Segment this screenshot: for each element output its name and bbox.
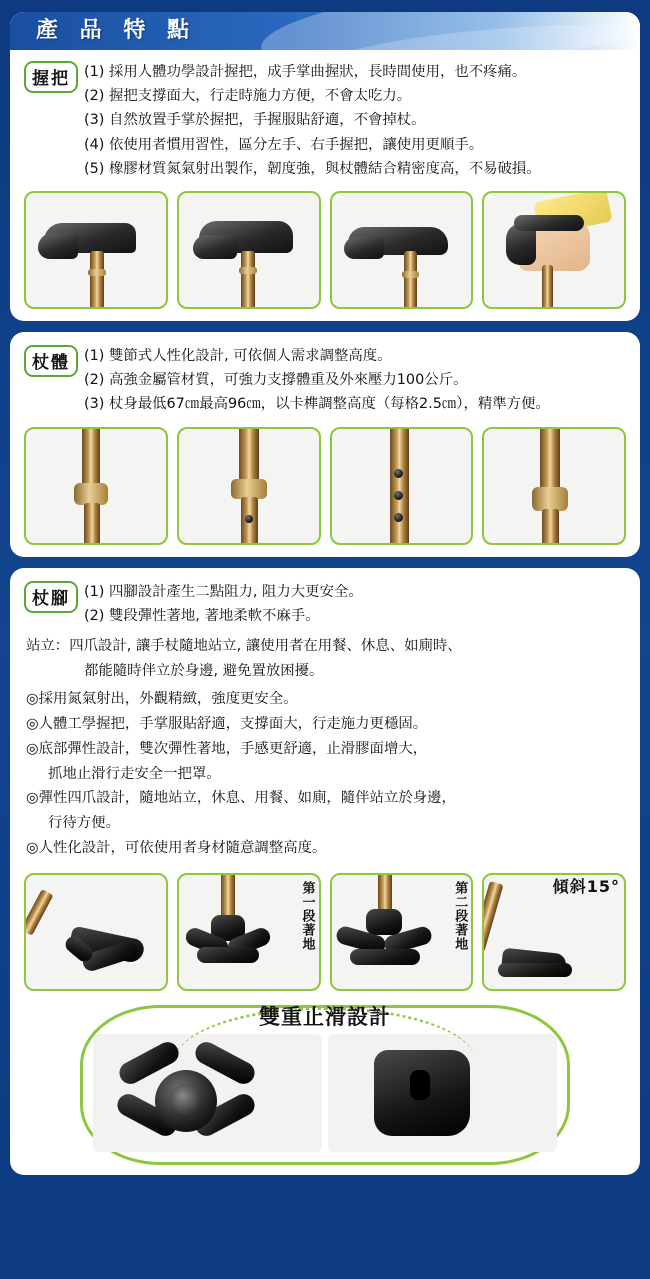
- grip-line-4: (4) 依使用者慣用習性，區分左手、右手握把，讓使用更順手。: [84, 136, 484, 153]
- stand-text-2: 都能隨時伴立於身邊, 避免置放困擾。: [84, 662, 324, 679]
- foot-heading-row: [10, 568, 640, 628]
- grip-line-2: (2) 握把支撐面大，行走時施力方便，不會太吃力。: [84, 88, 412, 105]
- bullet-mark-icon: ◎: [26, 840, 39, 856]
- page-title: 產 品 特 點: [36, 18, 196, 43]
- grip-photo-2: [177, 191, 321, 309]
- bullet-4: [26, 786, 624, 811]
- bullet-mark-icon: ◎: [26, 740, 39, 757]
- stand-text-1: 四爪設計, 讓手杖隨地站立, 讓使用者在用餐、休息、如廁時、: [69, 637, 462, 654]
- product-features-banner: [10, 12, 640, 50]
- shaft-photo-3: [330, 427, 474, 545]
- bullet-3: [26, 737, 624, 762]
- bullet-mark-icon: ◎: [26, 790, 39, 807]
- feature-bullets: [10, 683, 640, 860]
- stand-label: 站立：: [26, 637, 70, 654]
- foot-line-1: (1) 四腳設計產生二點阻力, 阻力大更安全。: [84, 583, 363, 600]
- bullet-mark-icon: ◎: [26, 716, 39, 733]
- grip-text-block: [84, 60, 626, 181]
- grip-photo-strip: [10, 181, 640, 311]
- bullet-5-text: 人性化設計，可依使用者身材隨意調整高度。: [38, 840, 327, 856]
- section-grip: [10, 12, 640, 321]
- grip-line-1: (1) 採用人體功學設計握把，成手掌曲握狀，長時間使用，也不疼痛。: [84, 64, 527, 80]
- shaft-photo-4: [482, 427, 626, 545]
- section-foot: [10, 568, 640, 1175]
- grip-line-5: (5) 橡膠材質氮氣射出製作，韌度強，與杖體結合精密度高，不易破損。: [84, 160, 541, 177]
- foot-photo-stage1-caption: 第一段著地: [299, 880, 315, 951]
- antislip-panel: [10, 1005, 640, 1165]
- shaft-heading-row: [10, 332, 640, 417]
- shaft-photo-2: [177, 427, 321, 545]
- grip-line-3: (3) 自然放置手掌於握把，手握服貼舒適，不會掉杖。: [84, 112, 426, 129]
- foot-photo-stage2-caption: 第二段著地: [452, 880, 468, 951]
- bullet-3-cont: 抓地止滑行走安全一把罩。: [48, 765, 221, 782]
- stand-paragraph: [10, 628, 640, 684]
- shaft-text-block: [84, 344, 626, 417]
- grip-photo-1: [24, 191, 168, 309]
- bullet-3-text: 底部彈性設計，雙次彈性著地，手感更舒適，止滑膠面增大，: [38, 740, 428, 757]
- shaft-chip-label: 杖體: [24, 345, 78, 377]
- shaft-photo-strip: [10, 417, 640, 547]
- section-shaft: [10, 332, 640, 557]
- antislip-title: 雙重止滑設計: [259, 1004, 391, 1029]
- grip-photo-hand: [482, 191, 626, 309]
- foot-photo-stage2: [330, 873, 474, 991]
- foot-photo-stage1: [177, 873, 321, 991]
- foot-chip-label: 杖腳: [24, 581, 78, 613]
- foot-photo-strip: [10, 861, 640, 993]
- bullet-1: [26, 687, 624, 712]
- foot-photo-tilt: [482, 873, 626, 991]
- bullet-2-text: 人體工學握把，手掌服貼舒適，支撐面大，行走施力更穩固。: [38, 716, 428, 733]
- foot-photo-tilt-caption: 傾斜15°: [552, 876, 620, 896]
- bullet-2: [26, 712, 624, 737]
- bullet-4-text: 彈性四爪設計，隨地站立，休息、用餐、如廁，隨伴站立於身邊，: [38, 790, 456, 807]
- bullet-1-text: 採用氮氣射出，外觀精緻，強度更安全。: [38, 691, 298, 708]
- grip-heading-row: [10, 50, 640, 181]
- shaft-line-1: (1) 雙節式人性化設計, 可依個人需求調整高度。: [84, 347, 392, 364]
- bullet-4-cont: 行待方便。: [48, 815, 120, 832]
- shaft-line-2: (2) 高強金屬管材質，可強力支撐體重及外來壓力100公斤。: [84, 372, 468, 389]
- foot-text-block: [84, 580, 626, 628]
- shaft-photo-1: [24, 427, 168, 545]
- grip-chip-label: 握把: [24, 61, 78, 93]
- shaft-line-3: (3) 杖身最低67㎝最高96㎝，以卡榫調整高度（每格2.5㎝），精準方便。: [84, 396, 550, 413]
- bullet-mark-icon: ◎: [26, 691, 39, 708]
- bullet-5: [26, 836, 624, 861]
- foot-photo-angle: [24, 873, 168, 991]
- grip-photo-3: [330, 191, 474, 309]
- foot-line-2: (2) 雙段彈性著地, 著地柔軟不麻手。: [84, 607, 320, 624]
